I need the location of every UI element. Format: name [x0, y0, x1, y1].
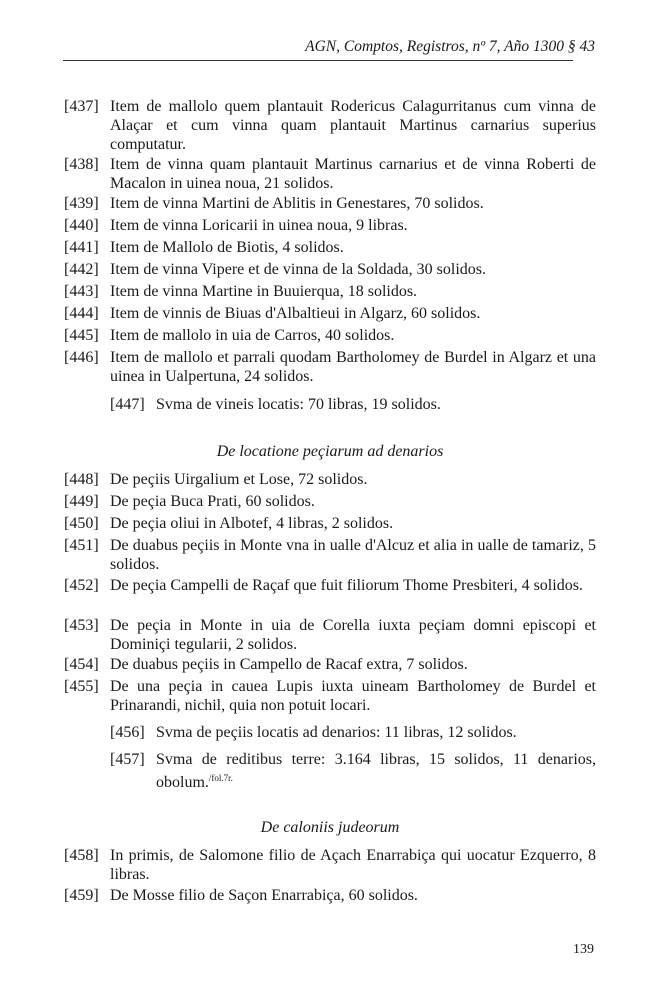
entry-text: Svma de vineis locatis: 70 libras, 19 solidos.: [156, 396, 441, 413]
entry-number: [445]: [64, 327, 99, 344]
entry-text: Svma de peçiis locatis ad denarios: 11 libras, 12 solidos.: [156, 724, 517, 741]
header-rule: [63, 60, 573, 61]
entry-448: [64, 470, 596, 489]
entry-444: [64, 304, 596, 323]
entry-text: De duabus peçiis in Monte vna in ualle d'Alcuz et alia in ualle de tamariz, 5 solidos.: [110, 537, 596, 573]
page-number: 139: [573, 942, 594, 957]
entry-number: [455]: [64, 678, 99, 695]
entry-443: [64, 282, 596, 301]
section-heading-caloniis: De caloniis judeorum: [260, 819, 400, 836]
entry-text: Item de vinna Martine in Buuierqua, 18 solidos.: [110, 283, 418, 300]
entry-text: De peçia Buca Prati, 60 solidos.: [110, 493, 315, 510]
entry-number: [452]: [64, 577, 99, 594]
entry-number: [440]: [64, 217, 99, 234]
entry-text: De peçiis Uirgalium et Lose, 72 solidos.: [110, 471, 368, 488]
entry-number: [454]: [64, 656, 99, 673]
entry-text: Item de vinna quam plantauit Martinus carnarius et de vinna Roberti de Macalon in uinea noua, 21 solidos.: [110, 156, 596, 192]
entry-text: Item de Mallolo de Biotis, 4 solidos.: [110, 239, 344, 256]
entry-438: [64, 155, 596, 193]
entry-441: [64, 238, 596, 257]
entry-text: Item de mallolo et parrali quodam Bartholomey de Burdel in Algarz et una uinea in Ualpertuna, 24 solidos.: [110, 349, 596, 385]
sum-456: [110, 723, 596, 742]
entry-454: [64, 655, 596, 674]
entry-number: [437]: [64, 98, 99, 115]
entry-number: [450]: [64, 515, 99, 532]
entry-number: [457]: [110, 751, 145, 768]
entry-text: Item de mallolo quem plantauit Rodericus Calagurritanus cum vinna de Alaçar et cum vinna quam plantauit Martinus carnarius superius computatur.: [110, 98, 596, 153]
entry-number: [448]: [64, 471, 99, 488]
entry-text: Item de vinna Loricarii in uinea noua, 9 libras.: [110, 217, 408, 234]
entry-number: [439]: [64, 195, 99, 212]
entry-446: [64, 348, 596, 386]
entry-text: Item de vinna Vipere et de vinna de la Soldada, 30 solidos.: [110, 261, 486, 278]
sum-457: [110, 750, 596, 792]
entry-number: [438]: [64, 156, 99, 173]
entry-442: [64, 260, 596, 279]
entry-number: [444]: [64, 305, 99, 322]
entry-number: [451]: [64, 537, 99, 554]
entry-text: De peçia Campelli de Raçaf que fuit filiorum Thome Presbiteri, 4 solidos.: [110, 577, 583, 594]
entry-453: [64, 616, 596, 654]
entry-455: [64, 677, 596, 715]
entry-451: [64, 536, 596, 574]
entry-number: [442]: [64, 261, 99, 278]
sum-447: [110, 395, 596, 414]
entry-449: [64, 492, 596, 511]
entry-number: [458]: [64, 847, 99, 864]
entry-number: [459]: [64, 887, 99, 904]
entry-445: [64, 326, 596, 345]
entry-number: [453]: [64, 617, 99, 634]
entry-440: [64, 216, 596, 235]
entry-text: In primis, de Salomone filio de Açach Enarrabiça qui uocatur Ezquerro, 8 libras.: [110, 847, 596, 883]
entry-text: De una peçia in cauea Lupis iuxta uineam Bartholomey de Burdel et Prinarandi, nichil, quia non potuit locari.: [110, 678, 596, 714]
entry-number: [447]: [110, 396, 145, 413]
entry-text: Svma de reditibus terre: 3.164 libras, 15 solidos, 11 denarios, obolum.: [156, 751, 596, 791]
entry-text: De peçia in Monte in uia de Corella iuxta peçiam domni episcopi et Dominiçi tegularii, 2 solidos.: [110, 617, 596, 653]
entry-458: [64, 846, 596, 884]
entry-number: [441]: [64, 239, 99, 256]
entry-437: [64, 97, 596, 154]
entry-459: [64, 886, 596, 905]
running-head: AGN, Comptos, Registros, nº 7, Año 1300 § 43: [305, 38, 595, 55]
entry-number: [443]: [64, 283, 99, 300]
entry-number: [446]: [64, 349, 99, 366]
entry-439: [64, 194, 596, 213]
entry-number: [449]: [64, 493, 99, 510]
folio-marker: /fol.7r.: [208, 773, 233, 783]
entry-452: [64, 576, 596, 595]
entry-text: Item de mallolo in uia de Carros, 40 solidos.: [110, 327, 395, 344]
entry-text: De peçia oliui in Albotef, 4 libras, 2 solidos.: [110, 515, 394, 532]
entry-text: De Mosse filio de Saçon Enarrabiça, 60 solidos.: [110, 887, 418, 904]
entry-text: Item de vinna Martini de Ablitis in Genestares, 70 solidos.: [110, 195, 484, 212]
entry-450: [64, 514, 596, 533]
entry-text: De duabus peçiis in Campello de Racaf extra, 7 solidos.: [110, 656, 468, 673]
section-heading-locatione: De locatione peçiarum ad denarios: [216, 443, 444, 460]
entry-text: Item de vinnis de Biuas d'Albaltieui in Algarz, 60 solidos.: [110, 305, 481, 322]
entry-number: [456]: [110, 724, 145, 741]
